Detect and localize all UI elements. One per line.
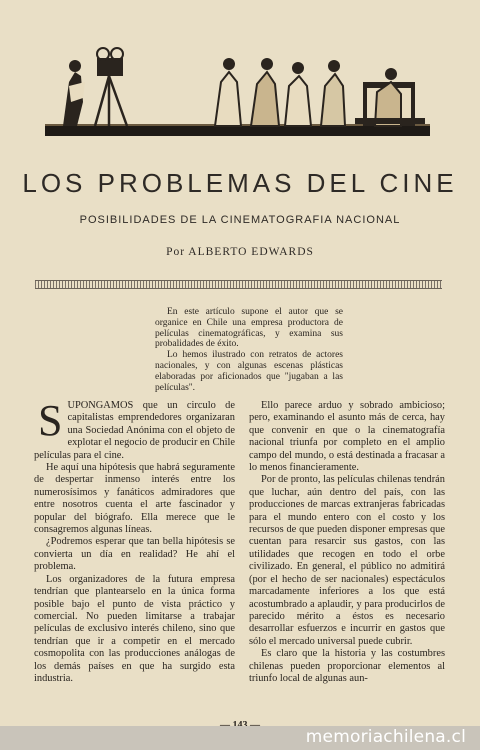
body-paragraph: ¿Podremos esperar que tan bella hipótesis se convierta un día en realidad? He ahí el problema. [34, 536, 235, 573]
drop-cap: S [38, 396, 63, 445]
opening-text: UPONGAMOS que un circulo de capitalistas emprendedores organizaran una Sociedad Anónima con el objeto de explotar el negocio de producir en Chile películas para el cine. [34, 400, 235, 461]
article-subtitle: POSIBILIDADES DE LA CINEMATOGRAFIA NACIONAL [79, 214, 401, 226]
intro-note [155, 307, 343, 393]
body-paragraph: He aquí una hipótesis que habrá seguramente de despertar inmenso interés entre los numerosísimos y fanáticos admiradores que entre nosotros cuenta el arte fascinador y popular del biógrafo. Ella merece que le consagremos algunas líneas. [34, 462, 235, 536]
article-byline: Por ALBERTO EDWARDS [166, 246, 314, 258]
body-paragraph: Los organizadores de la futura empresa tendrían que plantearselo en la única forma posible bajo el punto de vista práctico y comercial. No pueden limitarse a trabajar películas de exclusivo interés chileno, sino que tendrían que ir a competir en el mercado cosmopolita con las producciones análogas de los demás países en que ha surgido esta industria. [34, 573, 235, 684]
intro-paragraph: Lo hemos ilustrado con retratos de actores nacionales, y con algunas escenas plásticas elaboradas por aficionados que "jugaban a las películas". [155, 350, 343, 393]
opening-paragraph [34, 396, 235, 462]
body-paragraph: Por de pronto, las películas chilenas tendrán que luchar, aún dentro del país, con las producciones de marcas extranjeras fabricadas para el mundo entero con el costo y los recursos de que pueden disponer empresas que cuentan para resarcir sus gastos, con las utilidades que recogen en todo el orbe civilizado. En general, el público no admitirá (por el hecho de ser nacionales) espectáculos marcadamente inferiores a los que está acostumbrado a aplaudir, y para producirlos de parecido mérito a éstos es necesario desarrollar esfuerzos e incurrir en gastos que sólo el mercado universal puede cubrir. [249, 474, 445, 647]
footer-bar [0, 726, 480, 750]
film-scene-illustration [45, 42, 430, 140]
site-brand[interactable]: memoriachilena.cl [305, 727, 466, 747]
illustrated-banner [45, 42, 430, 140]
left-column [34, 396, 235, 685]
article-title: LOS PROBLEMAS DEL CINE [22, 168, 458, 198]
intro-paragraph: En este artículo supone el autor que se organice en Chile una empresa productora de películas cinematográficas, y examina sus probalidades de éxito. [155, 307, 343, 350]
body-paragraph: Ello parece arduo y sobrado ambicioso; pero, examinando el asunto más de cerca, hay que convenir en que o la cinematografía nacional triunfa por completo en el amplio campo del mundo, o está destinada a fracasar a lo menos financieramente. [249, 400, 445, 474]
right-column [249, 400, 445, 685]
ornamental-divider [35, 280, 442, 289]
body-paragraph: Es claro que la historia y las costumbres chilenas pueden proporcionar elementos al triunfo local de algunas aun- [249, 648, 445, 684]
